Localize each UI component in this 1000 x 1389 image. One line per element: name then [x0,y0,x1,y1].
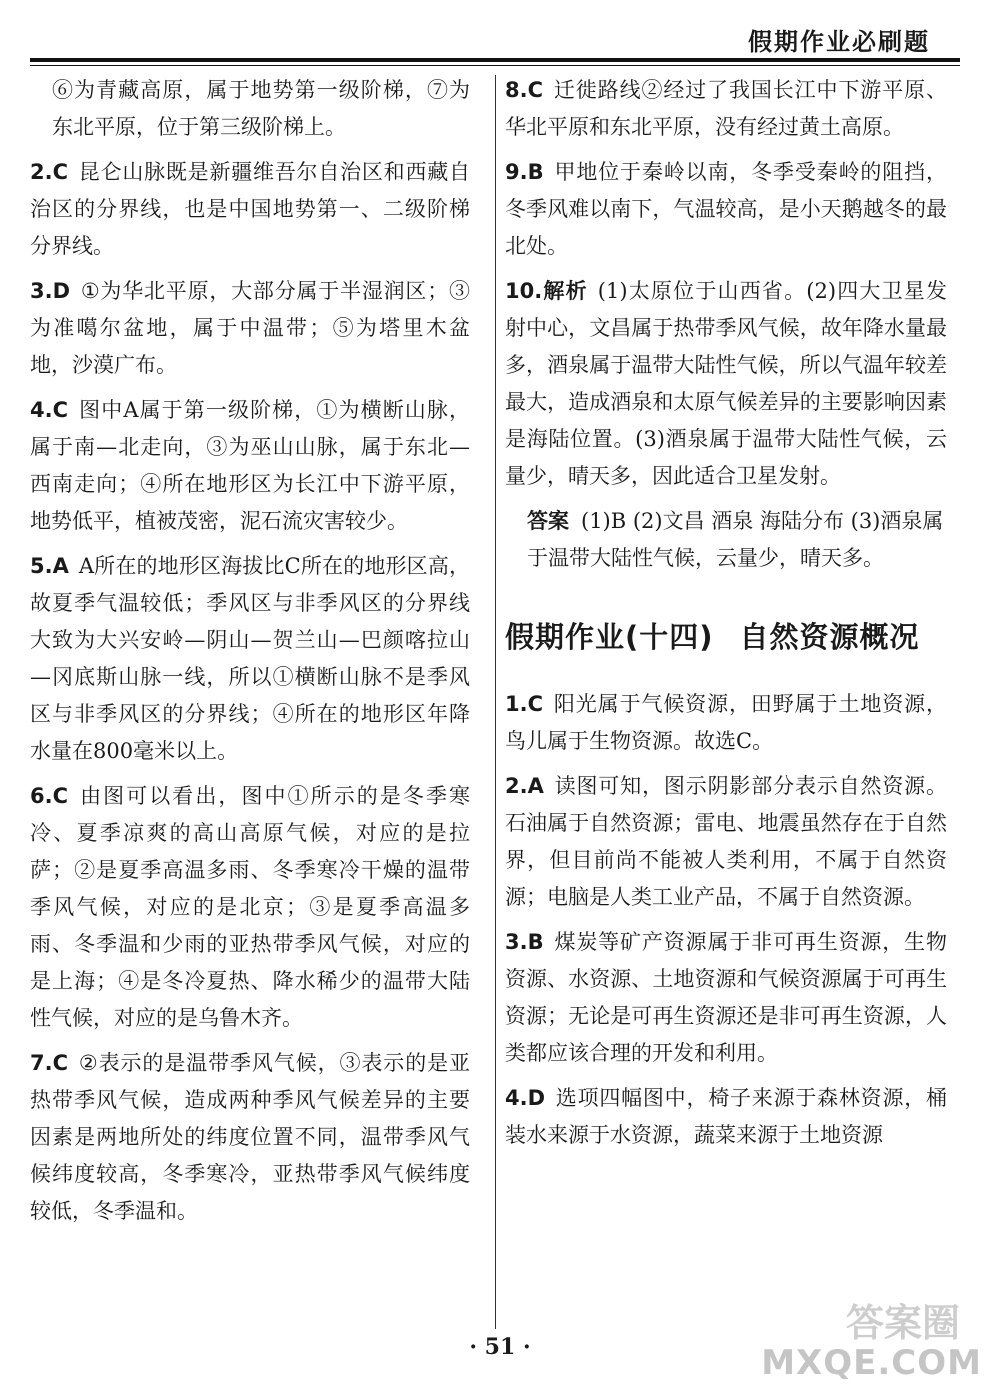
answer-choice: C [527,692,544,716]
answer-choice: A [52,554,69,578]
answer-item-6 [30,778,470,1037]
header-title: 假期作业必刷题 [748,28,930,56]
question-number: 8. [505,78,528,102]
answer-item-5 [30,548,470,770]
section-item-3 [505,924,947,1072]
question-number: 2. [30,160,53,184]
answer-text: 图中A属于第一级阶梯，①为横断山脉，属于南—北走向，③为巫山山脉，属于东北—西南走向；④所在地形区为长江中下游平原，地势低平，植被茂密，泥石流灾害较少。 [30,398,470,533]
answer-choice: D [527,1086,546,1110]
answer-summary-text: (1)B (2)文昌 酒泉 海陆分布 (3)酒泉属于温带大陆性气候，云量少，晴天多。 [527,509,944,570]
answer-item-3 [30,273,470,384]
answer-text: 煤炭等矿产资源属于非可再生资源，生物资源、水资源、土地资源和气候资源属于可再生资源；无论是可再生资源还是非可再生资源，人类都应该合理的开发和利用。 [505,930,947,1065]
analysis-text: (1)太原位于山西省。(2)四大卫星发射中心，文昌属于热带季风气候，故年降水量最多，酒泉属于温带大陆性气候，所以气温年较差最大，造成酒泉和太原气候差异的主要影响因素是海陆位置。(3)酒泉属于温带大陆性气候，云量少，晴天多，因此适合卫星发射。 [505,279,948,488]
question-number: 10. [505,279,543,303]
answer-text: ①为华北平原，大部分属于半湿润区；③为准噶尔盆地，属于中温带；⑤为塔里木盆地，沙漠广布。 [30,279,470,377]
answer-text: 昆仑山脉既是新疆维吾尔自治区和西藏自治区的分界线，也是中国地势第一、二级阶梯分界线。 [30,160,470,258]
answer-item-8 [505,72,947,146]
header-rule-thick [30,58,960,62]
section-item-2 [505,768,947,916]
answer-item-9 [505,154,947,265]
watermark-site: MXQE.COM [761,1343,982,1383]
answer-choice: C [52,784,69,808]
analysis-tag: 解析 [542,279,588,303]
page-number: · 51 · [469,1334,531,1360]
answer-choice: B [527,160,544,184]
answer-item-1-continued [30,72,470,146]
question-number: 4. [505,1086,528,1110]
answer-item-4 [30,392,470,540]
question-number: 3. [505,930,528,954]
question-number: 5. [30,554,53,578]
answer-text: 由图可以看出，图中①所示的是冬季寒冷、夏季凉爽的高山高原气候，对应的是拉萨；②是夏季高温多雨、冬季寒冷干燥的温带季风气候，对应的是北京；③是夏季高温多雨、冬季温和少雨的亚热带季风气候，对应的是上海；④是冬冷夏热、降水稀少的温带大陆性气候，对应的是乌鲁木齐。 [30,784,470,1030]
section-title-topic: 自然资源概况 [739,620,920,654]
question-number: 4. [30,398,53,422]
answer-item-10 [505,273,947,495]
answer-text: 甲地位于秦岭以南，冬季受秦岭的阻挡，冬季风难以南下，气温较高，是小天鹅越冬的最北处。 [505,160,947,258]
header-rule-thin [30,65,960,66]
answer-choice: C [52,160,69,184]
section-title [505,619,947,656]
answer-choice: C [527,78,544,102]
answer-block-10 [505,503,947,577]
answer-text: 阳光属于气候资源，田野属于土地资源，鸟儿属于生物资源。故选C。 [505,692,947,753]
column-divider [495,75,496,1329]
answer-text: A所在的地形区海拔比C所在的地形区高，故夏季气温较低；季风区与非季风区的分界线大致为大兴安岭—阴山—贺兰山—巴颜喀拉山—冈底斯山脉一线，所以①横断山脉不是季风区与非季风区的分界线；④所在的地形区年降水量在800毫米以上。 [30,554,470,763]
answer-choice: B [527,930,544,954]
question-number: 3. [30,279,53,303]
answer-text: 迁徙路线②经过了我国长江中下游平原、华北平原和东北平原，没有经过黄土高原。 [505,78,947,139]
question-number: 2. [505,774,528,798]
section-title-number: 假期作业(十四) [505,620,714,654]
question-number: 7. [30,1051,53,1075]
answer-choice: C [52,398,69,422]
question-number: 6. [30,784,53,808]
answer-text: 读图可知，图示阴影部分表示自然资源。石油属于自然资源；雷电、地震虽然存在于自然界，但目前尚不能被人类利用，不属于自然资源；电脑是人类工业产品，不属于自然资源。 [505,774,947,909]
answer-tag: 答案 [527,509,569,533]
section-item-1 [505,686,947,760]
answer-item-7 [30,1045,470,1230]
answer-choice: D [52,279,71,303]
right-column [505,72,947,1162]
question-number: 9. [505,160,528,184]
answer-choice: C [52,1051,69,1075]
answer-text: 选项四幅图中，椅子来源于森林资源，桶装水来源于水资源，蔬菜来源于土地资源 [505,1086,947,1147]
answer-text: ⑥为青藏高原，属于地势第一级阶梯，⑦为东北平原，位于第三级阶梯上。 [52,78,470,139]
question-number: 1. [505,692,528,716]
answer-text: ②表示的是温带季风气候，③表示的是亚热带季风气候，造成两种季风气候差异的主要因素是两地所处的纬度位置不同，温带季风气候纬度较高，冬季寒冷，亚热带季风气候纬度较低，冬季温和。 [30,1051,470,1223]
left-column [30,72,470,1238]
answer-choice: A [527,774,544,798]
answer-item-2 [30,154,470,265]
section-item-4 [505,1080,947,1154]
watermark-logo-cn: 答案圈 [845,1301,960,1345]
